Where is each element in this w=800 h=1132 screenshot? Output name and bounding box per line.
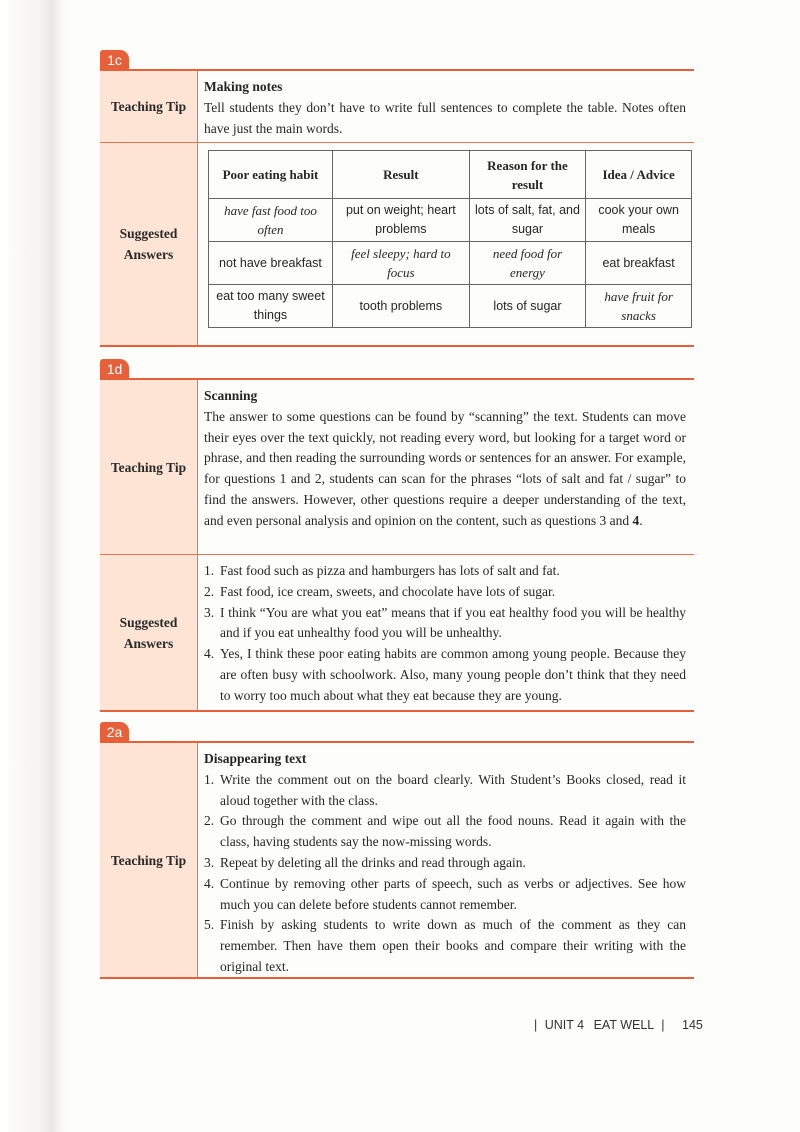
item-text: Finish by asking students to write down as much of the comment as they can remember. Then have them open their books and compare their writing with the original text. — [220, 917, 686, 974]
item-number: 2. — [204, 813, 215, 829]
section-2a — [100, 722, 694, 980]
table-row — [209, 199, 692, 242]
item-number: 5. — [204, 917, 215, 933]
list-item — [204, 561, 686, 582]
column-header: Result — [332, 151, 469, 199]
list-item — [204, 582, 686, 603]
list-item — [204, 811, 686, 853]
table-cell: tooth problems — [332, 285, 469, 328]
teaching-tip-label: Teaching Tip — [100, 743, 198, 977]
teaching-tip-label: Teaching Tip — [100, 71, 198, 142]
table-cell: have fast food too often — [209, 199, 333, 242]
page-number: 145 — [682, 1018, 703, 1032]
list-item — [204, 644, 686, 706]
footer-separator: | — [534, 1018, 538, 1032]
tip-heading: Scanning — [204, 388, 258, 403]
tip-text — [204, 407, 686, 532]
table-cell: eat too many sweet things — [209, 285, 333, 328]
tip-text-end: . — [639, 512, 643, 528]
item-number: 4. — [204, 875, 215, 891]
list-item — [204, 770, 686, 812]
item-text: I think “You are what you eat” means that if you eat healthy food you will be healthy and if you eat unhealthy food you will be unhealthy. — [220, 604, 686, 641]
tip-text-main: The answer to some questions can be found by “scanning” the text. Students can move their eyes over the text quickly, not reading every word, but looking for a target word or phrase, and then reading the surrounding words or sentences for an answer. For example, for questions 1 and 2, students can scan for the phrases “lots of salt and fat / sugar” to find the answers. However, other questions require a deeper understanding of the text, and even personal analysis and opinion on the content, such as questions 3 and — [204, 408, 686, 528]
list-item — [204, 874, 686, 916]
footer-title: EAT WELL — [593, 1018, 654, 1032]
list-item — [204, 853, 686, 874]
table-row — [209, 242, 692, 285]
footer-unit: UNIT 4 — [544, 1018, 585, 1032]
table-cell: have fruit for snacks — [586, 285, 692, 328]
answers-table — [208, 150, 692, 328]
table-cell: feel sleepy; hard to focus — [332, 242, 469, 285]
answers-list — [204, 561, 686, 707]
tip-heading: Making notes — [204, 79, 283, 94]
column-header: Reason for the result — [469, 151, 586, 199]
table-cell: eat breakfast — [586, 242, 692, 285]
item-text: Fast food such as pizza and hamburgers has lots of salt and fat. — [220, 563, 560, 578]
item-number: 1. — [204, 563, 215, 578]
page-footer — [530, 1018, 703, 1032]
section-tag-2a: 2a — [100, 722, 129, 742]
teaching-tip-body — [198, 380, 694, 554]
suggested-answers-body — [198, 555, 694, 710]
suggested-answers-label: Suggested Answers — [100, 555, 198, 710]
table-cell: lots of salt, fat, and sugar — [469, 199, 586, 242]
footer-separator: | — [661, 1018, 665, 1032]
item-text: Write the comment out on the board clearly. With Student’s Books closed, read it aloud together with the class. — [220, 771, 686, 808]
table-cell: not have breakfast — [209, 242, 333, 285]
item-text: Repeat by deleting all the drinks and read through again. — [220, 854, 526, 870]
steps-list — [204, 770, 686, 978]
item-text: Yes, I think these poor eating habits are common among young people. Because they are often busy with schoolwork. Also, many young people don’t think that they need to worry too much about what they eat because they are young. — [220, 646, 686, 703]
table-cell: put on weight; heart problems — [332, 199, 469, 242]
section-rows — [100, 743, 694, 979]
suggested-answers-label: Suggested Answers — [100, 143, 198, 345]
table-cell: need food for energy — [469, 242, 586, 285]
item-text: Continue by removing other parts of speech, such as verbs or adjectives. See how much you can delete before students cannot remember. — [220, 875, 686, 912]
list-item — [204, 915, 686, 977]
table-cell: cook your own meals — [586, 199, 692, 242]
column-header: Poor eating habit — [209, 151, 333, 199]
suggested-answers-row — [100, 555, 694, 712]
suggested-answers-body — [198, 143, 700, 345]
teaching-tip-body — [198, 743, 694, 977]
section-rows — [100, 380, 694, 712]
teaching-tip-body — [198, 71, 694, 142]
tip-heading: Disappearing text — [204, 751, 307, 766]
teaching-tip-row — [100, 380, 694, 555]
teaching-tip-row — [100, 743, 694, 979]
teaching-tip-row — [100, 71, 694, 143]
tip-text-bold: 4 — [632, 512, 640, 528]
item-number: 3. — [204, 854, 215, 870]
item-number: 1. — [204, 771, 215, 787]
table-cell: lots of sugar — [469, 285, 586, 328]
suggested-answers-row — [100, 143, 694, 347]
tip-text: Tell students they don’t have to write full sentences to complete the table. Notes often have just the main words. — [204, 99, 686, 136]
column-header: Idea / Advice — [586, 151, 692, 199]
page-spine-shadow — [0, 0, 66, 1132]
item-number: 2. — [204, 583, 215, 599]
item-number: 3. — [204, 604, 215, 620]
item-number: 4. — [204, 646, 215, 662]
section-1c — [100, 50, 694, 346]
section-1d — [100, 359, 694, 711]
item-text: Fast food, ice cream, sweets, and chocolate have lots of sugar. — [220, 583, 556, 599]
section-tag-1c: 1c — [100, 50, 129, 70]
teaching-tip-label: Teaching Tip — [100, 380, 198, 554]
item-text: Go through the comment and wipe out all the food nouns. Read it again with the class, having students say the now-missing words. — [220, 813, 686, 850]
section-rows — [100, 71, 694, 347]
table-row — [209, 285, 692, 328]
table-header-row — [209, 151, 692, 199]
section-tag-1d: 1d — [100, 359, 129, 379]
list-item — [204, 603, 686, 645]
